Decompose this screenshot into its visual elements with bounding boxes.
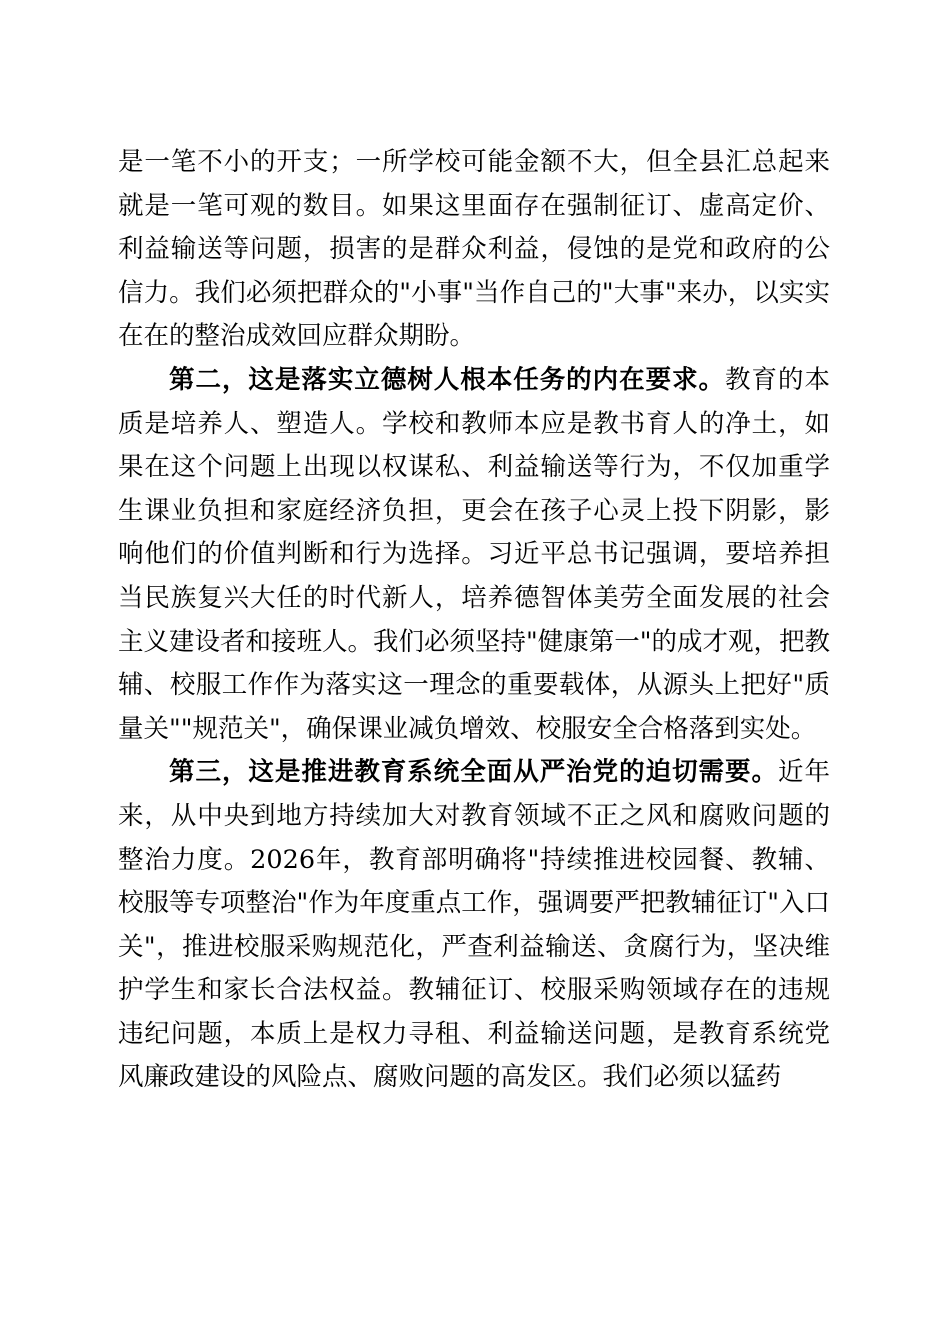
paragraph-lead: 第三，这是推进教育系统全面从严治党的迫切需要。: [169, 757, 778, 788]
paragraph-body: 教育的本质是培养人、塑造人。学校和教师本应是教书育人的净土，如果在这个问题上出现以权谋私、利益输送等行为，不仅加重学生课业负担和家庭经济负担，更会在孩子心灵上投下阴影，影响他们的价值判断和行为选择。习近平总书记强调，要培养担当民族复兴大任的时代新人，培养德智体美劳全面发展的社会主义建设者和接班人。我们必须坚持"健康第一"的成才观，把教辅、校服工作作为落实这一理念的重要载体，从源头上把好"质量关""规范关"，确保课业减负增效、校服安全合格落到实处。: [118, 364, 830, 744]
paragraph-body: 近年来，从中央到地方持续加大对教育领域不正之风和腐败问题的整治力度。2026年，教育部明确将"持续推进校园餐、教辅、校服等专项整治"作为年度重点工作，强调要严把教辅征订"入口关"，推进校服采购规范化，严查利益输送、贪腐行为，坚决维护学生和家长合法权益。教辅征订、校服采购领域存在的违规违纪问题，本质上是权力寻租、利益输送问题，是教育系统党风廉政建设的风险点、腐败问题的高发区。我们必须以猛药: [118, 757, 830, 1093]
paragraph-second: [118, 359, 830, 751]
paragraph-body: 是一笔不小的开支；一所学校可能金额不大，但全县汇总起来就是一笔可观的数目。如果这里面存在强制征订、虚高定价、利益输送等问题，损害的是群众利益，侵蚀的是党和政府的公信力。我们必须把群众的"小事"当作自己的"大事"来办，以实实在在的整治成效回应群众期盼。: [118, 147, 830, 352]
paragraph-third: [118, 751, 830, 1100]
document-page: [118, 141, 830, 1100]
paragraph-lead: 第二，这是落实立德树人根本任务的内在要求。: [169, 364, 726, 395]
paragraph-continuation: [118, 141, 830, 359]
